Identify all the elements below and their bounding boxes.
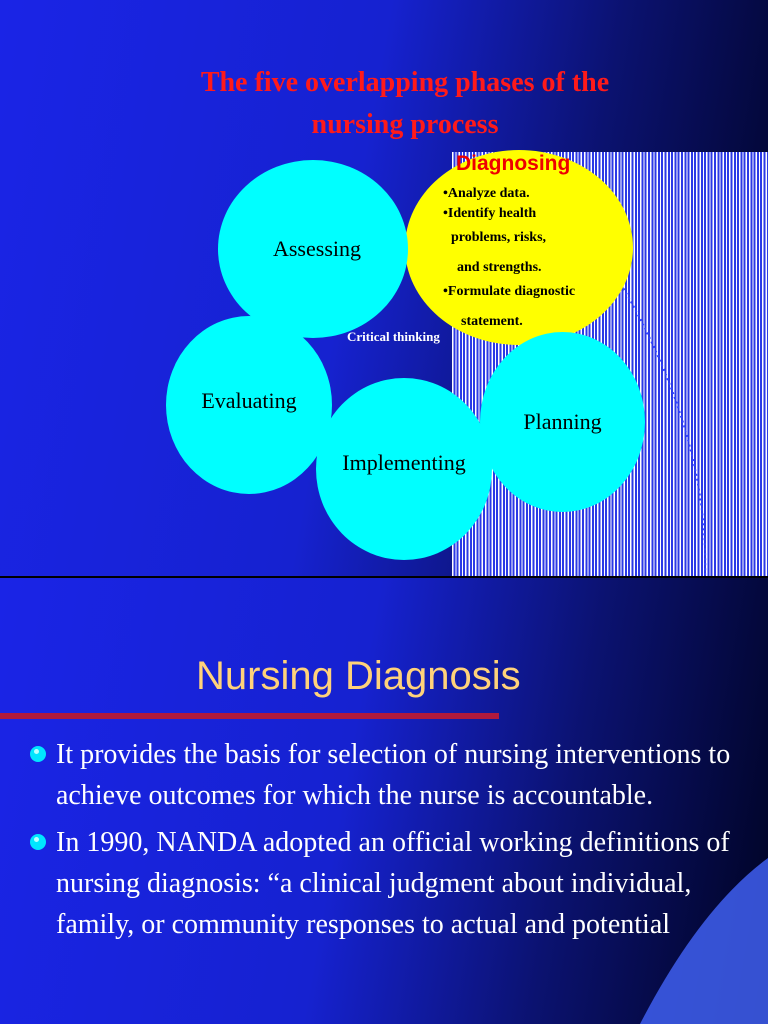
bullet-item bbox=[28, 822, 748, 945]
diagnosing-point: problems, risks, bbox=[451, 230, 547, 245]
title-line-2: nursing process bbox=[311, 109, 499, 140]
slide-title: Nursing Diagnosis bbox=[196, 654, 521, 698]
evaluating-phase-circle bbox=[166, 316, 332, 494]
bullet-dot-icon bbox=[30, 834, 46, 850]
evaluating-label: Evaluating bbox=[201, 388, 297, 413]
diagnosing-point: •Analyze data. bbox=[443, 186, 530, 201]
diagnosing-point: statement. bbox=[461, 314, 523, 329]
bullet-item bbox=[28, 734, 748, 816]
bullet-text: In 1990, NANDA adopted an official working definitions of nursing diagnosis: “a clinical judgment about individual, family, or community responses to actual and potential bbox=[56, 827, 730, 940]
implementing-phase-circle bbox=[316, 378, 492, 560]
diagnosing-point: •Formulate diagnostic bbox=[443, 284, 576, 299]
title-underline bbox=[0, 713, 499, 719]
title-line-1: The five overlapping phases of the bbox=[200, 67, 610, 98]
bullet-list bbox=[28, 734, 748, 951]
assessing-label: Assessing bbox=[272, 236, 361, 261]
bullet-dot-icon bbox=[30, 746, 46, 762]
diagnosing-title: Diagnosing bbox=[456, 152, 571, 175]
critical-thinking-label: Critical thinking bbox=[347, 329, 440, 344]
diagnosing-point: •Identify health bbox=[443, 206, 537, 221]
diagnosing-point: and strengths. bbox=[457, 260, 542, 275]
planning-phase-circle bbox=[480, 332, 645, 512]
assessing-phase-circle bbox=[218, 160, 408, 338]
slide-nursing-diagnosis bbox=[0, 578, 768, 1024]
implementing-label: Implementing bbox=[342, 450, 466, 475]
planning-label: Planning bbox=[523, 409, 602, 434]
bullet-text: It provides the basis for selection of nursing interventions to achieve outcomes for which the nurse is accountable. bbox=[56, 739, 731, 811]
